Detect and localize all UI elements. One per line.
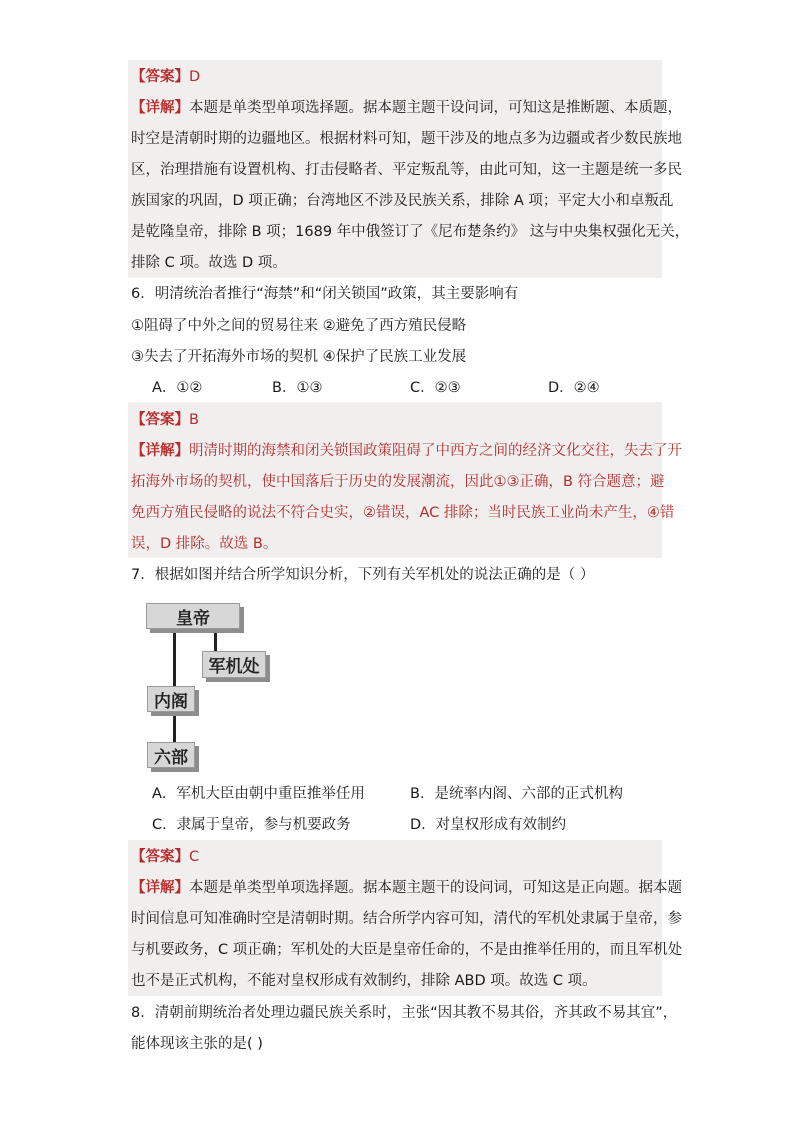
q5-detail-line-4: 族国家的巩固，D 项正确；台湾地区不涉及民族关系，排除 A 项；平定大小和卓叛乱 (131, 193, 674, 209)
q7-detail-text: 本题是单类型单项选择题。据本题主题干的设问词，可知这是正向题。据本题 (189, 880, 682, 896)
q7-detail-line-4: 也不是正式机构，不能对皇权形成有效制约，排除 ABD 项。故选 C 项。 (131, 973, 597, 989)
q7-answer-tag: 【答案】 (131, 849, 189, 865)
q6-detail-line-1 (131, 441, 682, 461)
q6-statements-1: ①阻碍了中外之间的贸易往来 ②避免了西方殖民侵略 (131, 318, 467, 334)
q7-option-d[interactable]: D．对皇权形成有效制约 (410, 817, 567, 833)
q7-detail-line-3: 与机要政务，C 项正确；军机处的大臣是皇帝任命的，不是由推举任用的，而且军机处 (131, 942, 683, 958)
q7-detail-line-1 (131, 878, 682, 898)
q6-option-a[interactable]: A．①② (152, 380, 203, 396)
q6-detail-tag: 【详解】 (131, 443, 189, 459)
q7-detail-line-2: 时间信息可知准确时空是清朝时期。结合所学内容可知，清代的军机处隶属于皇帝，参 (131, 911, 682, 927)
q6-detail-text: 明清时期的海禁和闭关锁国政策阻碍了中西方之间的经济文化交往，失去了开 (189, 443, 682, 459)
q5-detail-line-6: 排除 C 项。故选 D 项。 (131, 255, 287, 271)
q6-answer-value: B (189, 412, 199, 428)
q6-statements-2: ③失去了开拓海外市场的契机 ④保护了民族工业发展 (131, 349, 467, 365)
q7-option-a[interactable]: A．军机大臣由朝中重臣推举任用 (152, 786, 365, 802)
q5-detail-tag: 【详解】 (131, 100, 189, 116)
q7-detail-tag: 【详解】 (131, 880, 189, 896)
q5-answer-value: D (189, 69, 201, 85)
q5-answer-tag: 【答案】 (131, 69, 189, 85)
q5-detail-line-5: 是乾隆皇帝，排除 B 项；1689 年中俄签订了《尼布楚条约》 这与中央集权强化无关， (131, 224, 690, 240)
q6-detail-line-3: 免西方殖民侵略的说法不符合史实，②错误，AC 排除；当时民族工业尚未产生，④错 (131, 505, 675, 521)
q5-detail-line-2: 时空是清朝时期的边疆地区。根据材料可知，题干涉及的地点多为边疆或者少数民族地 (131, 131, 682, 147)
q6-option-d[interactable]: D．②④ (548, 380, 600, 396)
diagram-box-grand-council: 军机处 (202, 651, 266, 678)
diagram-box-emperor: 皇帝 (146, 603, 240, 629)
q6-answer-tag: 【答案】 (131, 412, 189, 428)
q6-option-c[interactable]: C．②③ (410, 380, 461, 396)
diagram-box-six-ministries: 六部 (147, 742, 195, 768)
q5-detail-text: 本题是单类型单项选择题。据本题主题干设问词，可知这是推断题、本质题， (189, 100, 682, 116)
q6-option-b[interactable]: B．①③ (272, 380, 323, 396)
q8-stem-line-1: 8．清朝前期统治者处理边疆民族关系时，主张“因其教不易其俗，齐其政不易其宜”， (131, 1005, 678, 1021)
q7-answer-line (131, 847, 199, 867)
q7-option-b[interactable]: B．是统率内阁、六部的正式机构 (410, 786, 623, 802)
diagram-box-grand-secretariat: 内阁 (147, 686, 195, 712)
q6-stem: 6．明清统治者推行“海禁”和“闭关锁国”政策，其主要影响有 (131, 286, 519, 302)
q7-answer-value: C (189, 849, 200, 865)
q5-detail-line-3: 区，治理措施有设置机构、打击侵略者、平定叛乱等，由此可知，这一主题是统一多民 (131, 162, 682, 178)
q5-detail-line-1 (131, 98, 682, 118)
q8-stem-line-2: 能体现该主张的是( ) (131, 1036, 263, 1052)
q7-stem: 7．根据如图并结合所学知识分析，下列有关军机处的说法正确的是（ ） (131, 567, 595, 583)
q6-detail-line-4: 误，D 排除。故选 B。 (131, 536, 278, 552)
q5-answer-line (131, 67, 200, 87)
diagram-line-emperor-to-secretariat (173, 625, 176, 686)
q6-detail-line-2: 拓海外市场的契机，使中国落后于历史的发展潮流，因此①③正确，B 符合题意；避 (131, 474, 665, 490)
diagram-line-secretariat-to-ministries (173, 708, 176, 742)
q6-answer-line (131, 410, 199, 430)
q7-option-c[interactable]: C．隶属于皇帝，参与机要政务 (152, 817, 351, 833)
